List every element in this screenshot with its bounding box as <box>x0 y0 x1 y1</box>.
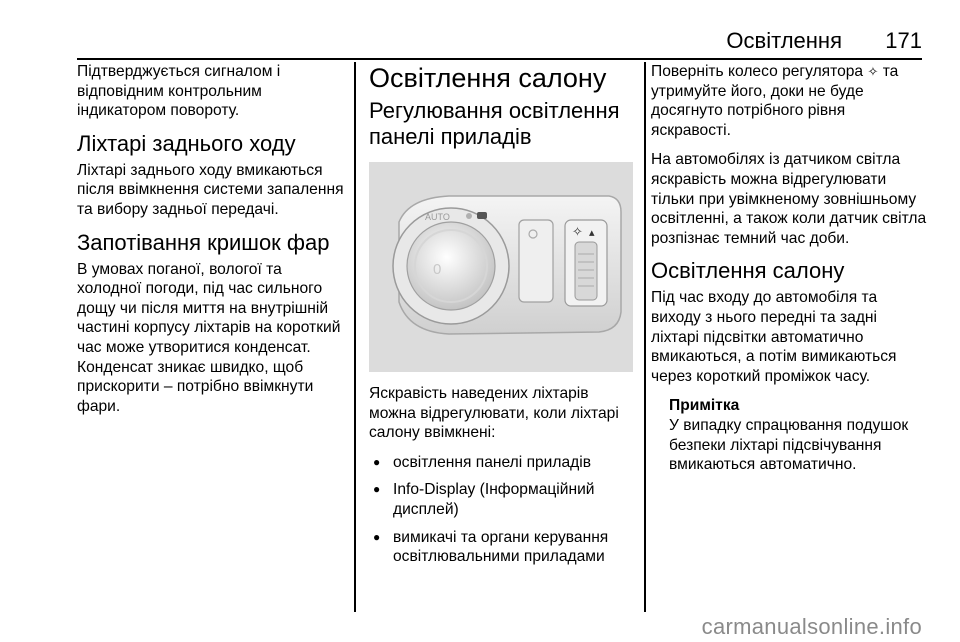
interior-lighting-section-text: Під час входу до автомобіля та виходу з нього передні та задні ліхтарі підсвітки автоматично вмикаються, а потім вимикаються через короткий проміжок часу. <box>651 289 897 385</box>
list-item: ● Info-Display (Інформаційний дисплей) <box>369 480 633 519</box>
brightness-paragraph: Яскравість наведених ліхтарів можна відрегулювати, коли ліхтарі салону ввімкнені: <box>369 385 619 442</box>
column-middle <box>369 62 633 575</box>
dimmer-text-before: Поверніть колесо регулятора <box>651 63 864 80</box>
svg-text:✧: ✧ <box>572 225 583 240</box>
column-left <box>77 62 349 426</box>
column-divider-1 <box>354 62 356 612</box>
dimmer-text-after: та утримуйте його, доки не буде досягнуто потрібного рівня яскравості. <box>651 63 899 139</box>
note-title: Примітка <box>669 397 740 415</box>
note-block <box>651 396 927 474</box>
brightness-list <box>369 453 633 567</box>
dimmer-paragraph <box>651 62 927 140</box>
interior-lighting-section-title: Освітлення салону <box>651 258 845 284</box>
light-switch-panel-illustration <box>369 162 633 372</box>
page-header <box>0 22 960 58</box>
column-divider-2 <box>644 62 646 612</box>
header-rule <box>77 58 922 60</box>
list-item: ● освітлення панелі приладів <box>369 453 633 473</box>
column-right <box>651 62 927 475</box>
note-text: У випадку спрацювання подушок безпеки ліхтарі підсвічування вмикаються автоматично. <box>669 416 909 474</box>
page-number: 171 <box>885 28 922 53</box>
light-sensor-paragraph: На автомобілях із датчиком світла яскравість можна відрегулювати тільки при увімкненому зовнішньому освітленні, а також коли датчик світла розпізнає темний час доби. <box>651 151 927 247</box>
list-item: ● вимикачі та органи керування освітлювальними приладами <box>369 528 633 567</box>
panel-lighting-subtitle: Регулювання освітлення панелі приладів <box>369 98 620 149</box>
svg-text:▴: ▴ <box>589 226 595 239</box>
section-reverse-lights-text: Ліхтарі заднього ходу вмикаються після ввімкнення системи запалення та вибору задньої передачі. <box>77 161 344 218</box>
section-fogging-title: Запотівання кришок фар <box>77 229 330 255</box>
intro-paragraph: Підтверджується сигналом і відповідним контрольним індикатором повороту. <box>77 63 281 120</box>
watermark: carmanualsonline.info <box>701 614 922 639</box>
svg-text:0: 0 <box>433 261 442 278</box>
section-fogging-text: В умовах поганої, вологої та холодної погоди, під час сильного дощу чи після миття на внутрішній частині корпусу ліхтарів на короткий час може утворитися конденсат. Конденсат зникає швидко, щоб прискорити – потрібно ввімкнути фари. <box>77 260 341 415</box>
section-reverse-lights-title: Ліхтарі заднього ходу <box>77 130 296 156</box>
dimmer-wheel-icon: ✧ <box>867 64 879 79</box>
interior-lighting-title: Освітлення салону <box>369 63 607 93</box>
light-switch-figure <box>369 162 633 372</box>
header-title: Освітлення <box>726 28 842 53</box>
dial-auto-label: AUTO <box>425 212 450 222</box>
